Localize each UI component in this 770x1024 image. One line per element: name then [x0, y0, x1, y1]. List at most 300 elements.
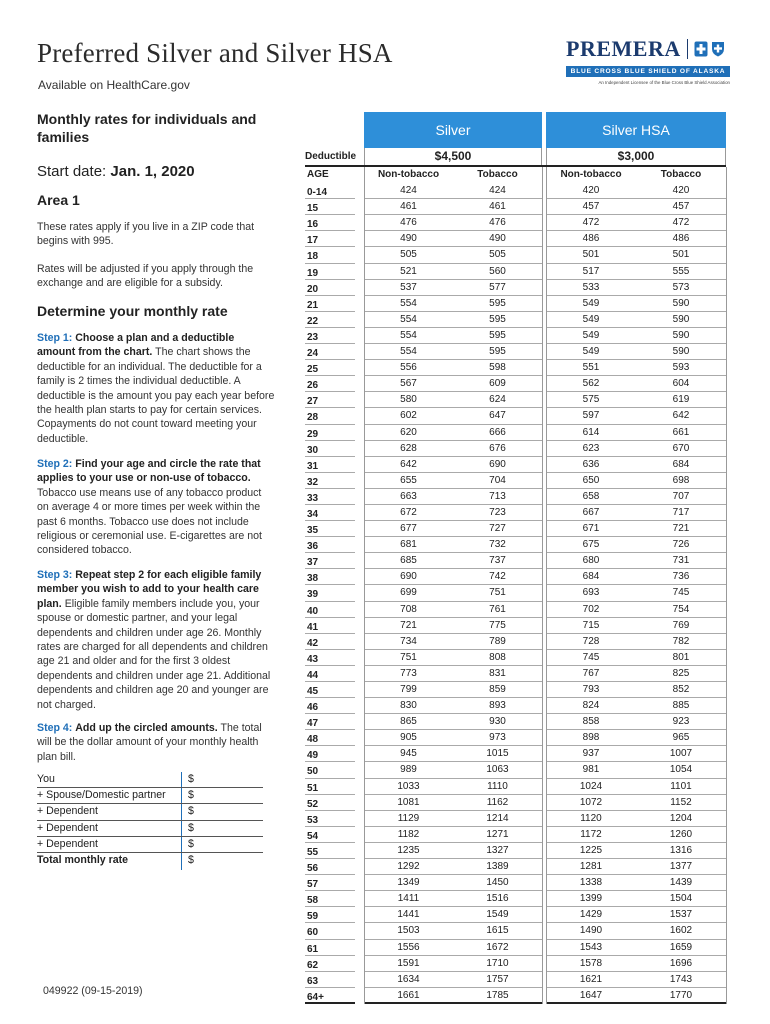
step-4-heading: Add up the circled amounts. [75, 722, 218, 734]
silver-tobacco-rate: 666 [489, 426, 506, 438]
silver-non-tobacco-rate: 830 [400, 700, 417, 712]
hsa-tobacco-rate: 593 [672, 362, 690, 374]
silver-non-tobacco-rate: 1235 [397, 844, 420, 856]
age-cell: 31 [307, 460, 319, 472]
hsa-tobacco-rate: 472 [672, 217, 690, 229]
table-row [305, 682, 726, 698]
hsa-non-tobacco-rate: 614 [582, 426, 600, 438]
silver-non-tobacco-rate: 708 [400, 603, 417, 615]
silver-tobacco-rate: 1110 [487, 780, 508, 792]
hsa-non-tobacco-rate: 767 [582, 667, 600, 679]
age-cell: 16 [307, 219, 319, 231]
hsa-tobacco-rate: 885 [672, 700, 690, 712]
age-cell: 57 [307, 879, 319, 891]
hsa-tobacco-rate: 782 [672, 635, 690, 647]
step-3-body: Eligible family members include you, your spouse or domestic partner, and your legal dependents and children under age 26. Monthly rates are charged for all dependents and children age 21 and older and for the first 3 oldest dependents and children under age 21. Additional dependents and children age 20 and younger are not charged. [37, 597, 271, 711]
table-row [305, 360, 726, 376]
table-row [305, 618, 726, 634]
age-cell: 24 [307, 348, 319, 360]
area-heading: Area 1 [37, 192, 80, 208]
worksheet-row-you[interactable]: You $ [37, 772, 263, 788]
hsa-non-tobacco-rate: 1225 [579, 844, 603, 856]
silver-tobacco-rate: 424 [489, 185, 506, 197]
hsa-non-tobacco-rate: 702 [582, 603, 600, 615]
table-row [305, 247, 726, 263]
deductible-row [305, 148, 726, 165]
hsa-non-tobacco-rate: 1543 [579, 941, 603, 953]
age-header: AGE [307, 169, 329, 180]
silver-non-tobacco-rate: 521 [400, 265, 417, 277]
hsa-non-tobacco-rate: 517 [582, 265, 600, 277]
table-row [305, 280, 726, 296]
hsa-tobacco-rate: 965 [672, 732, 690, 744]
table-row [305, 730, 726, 746]
silver-tobacco-rate: 505 [489, 249, 506, 261]
silver-tobacco-rate: 723 [489, 506, 506, 518]
table-row [305, 795, 726, 811]
hsa-non-tobacco-rate: 1490 [579, 925, 603, 937]
table-row [305, 425, 726, 441]
hsa-tobacco-rate: 1504 [669, 893, 693, 905]
silver-tobacco-rate: 859 [489, 684, 506, 695]
silver-non-tobacco-rate: 554 [400, 329, 417, 341]
hsa-tobacco-rate: 661 [672, 426, 690, 438]
hsa-tobacco-rate: 619 [672, 394, 690, 406]
blue-shield-icon [711, 41, 725, 57]
table-row [305, 521, 726, 537]
hsa-tobacco-rate: 745 [672, 587, 690, 599]
silver-non-tobacco-rate: 690 [400, 571, 417, 583]
hsa-non-tobacco-rate: 824 [582, 700, 600, 712]
silver-tobacco-rate: 1214 [486, 812, 509, 824]
premera-logo [566, 36, 730, 85]
deductible-silver: $4,500 [364, 148, 542, 165]
table-row [305, 762, 726, 778]
start-date [37, 163, 275, 180]
plan-header-silver: Silver [364, 112, 542, 148]
silver-non-tobacco-rate: 1411 [397, 893, 420, 905]
silver-tobacco-rate: 1757 [486, 973, 509, 985]
age-cell: 33 [307, 492, 319, 504]
table-row [305, 875, 726, 891]
worksheet-row-dependent-1[interactable]: + Dependent $ [37, 804, 263, 820]
age-cell: 53 [307, 814, 319, 826]
hsa-non-tobacco-rate: 937 [582, 748, 600, 760]
silver-tobacco-rate: 789 [489, 635, 506, 647]
deductible-label: Deductible [305, 151, 357, 162]
start-date-label: Start date: [37, 163, 107, 180]
age-cell: 61 [307, 943, 319, 955]
silver-tobacco-rate: 560 [489, 265, 506, 277]
hsa-non-tobacco-rate: 472 [582, 217, 600, 229]
hsa-non-tobacco-rate: 858 [582, 716, 600, 728]
step-3-heading: Repeat step 2 for each eligible family member you wish to add to your health care plan. [37, 569, 262, 610]
age-cell: 29 [307, 428, 319, 440]
hsa-tobacco-rate: 1377 [669, 861, 693, 873]
silver-tobacco-rate: 1015 [486, 748, 509, 760]
silver-non-tobacco-rate: 490 [400, 233, 417, 245]
hsa-tobacco-rate: 1537 [669, 909, 693, 921]
silver-non-tobacco-rate: 1634 [397, 973, 420, 985]
hsa-non-tobacco-rate: 1399 [579, 893, 603, 905]
hsa-tobacco-rate: 670 [672, 442, 690, 454]
hsa-tobacco-rate: 698 [672, 474, 690, 486]
blue-cross-icon [694, 41, 708, 57]
hsa-tobacco-rate: 1696 [669, 957, 693, 969]
hsa-tobacco-rate: 731 [672, 555, 690, 567]
table-row [305, 714, 726, 730]
silver-tobacco-rate: 1672 [486, 941, 509, 953]
table-row [305, 811, 726, 827]
silver-tobacco-rate: 1063 [486, 764, 509, 776]
silver-tobacco-rate: 831 [489, 667, 506, 679]
hsa-non-tobacco-rate: 1072 [579, 796, 603, 808]
hsa-tobacco-rate: 1152 [670, 796, 692, 808]
silver-tobacco-rate: 595 [489, 329, 506, 341]
hsa-tobacco-rate: 721 [672, 523, 690, 535]
age-cell: 38 [307, 573, 319, 585]
hsa-non-tobacco-rate: 650 [582, 474, 600, 486]
col-header-silver-non-tobacco: Non-tobacco [377, 169, 440, 180]
age-cell: 63 [307, 975, 319, 987]
table-row [305, 666, 726, 682]
silver-tobacco-rate: 1615 [486, 925, 509, 937]
table-row [305, 553, 726, 569]
silver-non-tobacco-rate: 505 [400, 249, 417, 261]
hsa-tobacco-rate: 1602 [669, 925, 693, 937]
logo-divider [687, 39, 688, 59]
hsa-tobacco-rate: 1204 [669, 812, 693, 824]
silver-non-tobacco-rate: 865 [400, 716, 417, 728]
silver-tobacco-rate: 1710 [486, 957, 509, 969]
hsa-tobacco-rate: 457 [672, 201, 690, 213]
silver-tobacco-rate: 727 [489, 523, 506, 535]
table-row [305, 199, 726, 215]
hsa-tobacco-rate: 1260 [669, 828, 693, 840]
age-cell: 52 [307, 798, 319, 810]
hsa-tobacco-rate: 501 [672, 249, 690, 261]
age-cell: 43 [307, 653, 319, 665]
col-header-silver-tobacco: Tobacco [477, 169, 518, 180]
silver-non-tobacco-rate: 677 [400, 523, 417, 535]
table-row [305, 231, 726, 247]
hsa-non-tobacco-rate: 549 [582, 313, 600, 325]
silver-non-tobacco-rate: 1556 [397, 941, 420, 953]
silver-tobacco-rate: 737 [489, 555, 506, 567]
silver-non-tobacco-rate: 989 [400, 764, 417, 776]
table-row [305, 457, 726, 473]
table-row [305, 940, 726, 956]
worksheet-row-dependent-2[interactable]: + Dependent $ [37, 821, 263, 837]
silver-non-tobacco-rate: 628 [400, 442, 417, 454]
hsa-tobacco-rate: 754 [672, 603, 690, 615]
table-row [305, 505, 726, 521]
hsa-tobacco-rate: 486 [672, 233, 690, 245]
table-row [305, 296, 726, 312]
hsa-non-tobacco-rate: 1172 [580, 828, 602, 840]
table-row [305, 746, 726, 762]
silver-non-tobacco-rate: 773 [400, 667, 417, 679]
age-cell: 0-14 [307, 187, 328, 199]
hsa-tobacco-rate: 769 [672, 619, 690, 631]
table-row [305, 988, 726, 1004]
silver-non-tobacco-rate: 1033 [397, 780, 420, 792]
hsa-non-tobacco-rate: 671 [582, 523, 600, 535]
silver-tobacco-rate: 742 [489, 571, 506, 583]
hsa-non-tobacco-rate: 693 [582, 587, 600, 599]
silver-tobacco-rate: 577 [489, 281, 506, 293]
silver-tobacco-rate: 1389 [486, 861, 509, 873]
age-cell: 58 [307, 895, 319, 907]
table-row [305, 779, 726, 795]
hsa-tobacco-rate: 1439 [669, 877, 693, 889]
determine-heading: Determine your monthly rate [37, 303, 228, 319]
hsa-non-tobacco-rate: 501 [582, 249, 600, 261]
age-cell: 30 [307, 444, 319, 456]
worksheet-row-total[interactable]: Total monthly rate $ [37, 853, 194, 866]
hsa-non-tobacco-rate: 981 [582, 764, 600, 776]
table-row [305, 489, 726, 505]
age-cell: 27 [307, 396, 319, 408]
table-row [305, 859, 726, 875]
hsa-non-tobacco-rate: 549 [582, 329, 600, 341]
step-1-body: The chart shows the deductible for an individual. The deductible for a family is 2 times the individual deductible. A deductible is the amount you pay each year before the health plan starts to pay for certain services. Copayments do not count toward meeting your deductible. [37, 346, 275, 445]
col-header-hsa-non-tobacco: Non-tobacco [560, 169, 622, 180]
hsa-tobacco-rate: 684 [672, 458, 690, 470]
rates-heading: Monthly rates for individuals and families [37, 111, 257, 145]
logo-band: BLUE CROSS BLUE SHIELD OF ALASKA [566, 66, 730, 77]
hsa-non-tobacco-rate: 898 [582, 732, 600, 744]
silver-tobacco-rate: 1162 [486, 796, 509, 808]
silver-tobacco-rate: 704 [489, 474, 506, 486]
age-cell: 55 [307, 846, 319, 858]
worksheet-row-dependent-3[interactable]: + Dependent $ [37, 837, 263, 853]
col-header-hsa-tobacco: Tobacco [660, 169, 702, 180]
table-row [305, 569, 726, 585]
silver-non-tobacco-rate: 672 [400, 506, 417, 518]
silver-tobacco-rate: 713 [489, 490, 506, 502]
column-separator [542, 167, 543, 1004]
logo-wordmark: PREMERA [566, 36, 681, 61]
age-cell: 51 [307, 782, 319, 794]
table-row [305, 215, 726, 231]
column-separator [364, 167, 365, 1004]
zip-note: These rates apply if you live in a ZIP code that begins with 995. [37, 221, 255, 248]
step-4-body: The total will be the dollar amount of your monthly health plan bill. [37, 722, 262, 763]
silver-tobacco-rate: 1516 [486, 893, 509, 905]
hsa-tobacco-rate: 1316 [669, 844, 693, 856]
age-cell: 23 [307, 331, 319, 343]
table-row [305, 843, 726, 859]
hsa-non-tobacco-rate: 562 [582, 378, 600, 390]
hsa-non-tobacco-rate: 1429 [579, 909, 603, 921]
table-row [305, 972, 726, 988]
silver-non-tobacco-rate: 461 [400, 201, 417, 213]
silver-non-tobacco-rate: 567 [400, 378, 417, 390]
age-cell: 45 [307, 686, 319, 697]
age-cell: 19 [307, 267, 319, 279]
column-separator [546, 167, 547, 1004]
hsa-tobacco-rate: 801 [672, 651, 690, 663]
step-2-body: Tobacco use means use of any tobacco product on average 4 or more times per week within the past 6 months. Tobacco use does not include religious or ceremonial use. E-cigarettes are not considered tobacco. [37, 486, 262, 557]
age-cell: 22 [307, 315, 319, 327]
age-cell: 39 [307, 589, 319, 601]
hsa-tobacco-rate: 1743 [669, 973, 693, 985]
table-row [305, 264, 726, 280]
hsa-non-tobacco-rate: 1338 [579, 877, 603, 889]
deductible-silver-hsa: $3,000 [546, 148, 726, 165]
hsa-tobacco-rate: 573 [672, 281, 690, 293]
step-2-heading: Find your age and circle the rate that applies to your use or non-use of tobacco. [37, 458, 261, 485]
hsa-non-tobacco-rate: 549 [582, 297, 600, 309]
silver-tobacco-rate: 930 [489, 716, 506, 728]
silver-tobacco-rate: 808 [489, 651, 506, 663]
age-cell: 56 [307, 863, 319, 875]
table-row [305, 634, 726, 650]
hsa-tobacco-rate: 1007 [669, 748, 693, 760]
silver-non-tobacco-rate: 681 [400, 539, 417, 551]
table-row [305, 827, 726, 843]
silver-non-tobacco-rate: 1292 [397, 861, 420, 873]
hsa-non-tobacco-rate: 1120 [580, 812, 602, 824]
silver-non-tobacco-rate: 685 [400, 555, 417, 567]
silver-tobacco-rate: 609 [489, 378, 506, 390]
silver-non-tobacco-rate: 424 [400, 185, 417, 197]
silver-non-tobacco-rate: 1661 [397, 989, 420, 1001]
age-cell: 25 [307, 364, 319, 376]
hsa-non-tobacco-rate: 680 [582, 555, 600, 567]
hsa-non-tobacco-rate: 636 [582, 458, 600, 470]
silver-tobacco-rate: 751 [489, 587, 506, 599]
hsa-tobacco-rate: 717 [672, 506, 690, 518]
age-cell: 42 [307, 637, 319, 649]
table-row [305, 650, 726, 666]
worksheet-row-spouse[interactable]: + Spouse/Domestic partner $ [37, 788, 263, 804]
silver-non-tobacco-rate: 1591 [397, 957, 420, 969]
age-cell: 35 [307, 525, 319, 537]
hsa-non-tobacco-rate: 597 [582, 410, 600, 422]
table-row [305, 698, 726, 714]
hsa-non-tobacco-rate: 745 [582, 651, 600, 663]
silver-tobacco-rate: 775 [489, 619, 506, 631]
hsa-tobacco-rate: 707 [672, 490, 690, 502]
age-cell: 32 [307, 476, 319, 488]
table-row [305, 956, 726, 972]
silver-tobacco-rate: 595 [489, 313, 506, 325]
hsa-tobacco-rate: 590 [672, 329, 690, 341]
silver-non-tobacco-rate: 642 [400, 458, 417, 470]
hsa-tobacco-rate: 420 [672, 185, 690, 197]
age-cell: 60 [307, 927, 319, 939]
silver-tobacco-rate: 1271 [486, 828, 509, 840]
logo-fine-print: An Independent Licensee of the Blue Cross Blue Shield Association [598, 80, 730, 85]
hsa-tobacco-rate: 736 [672, 571, 690, 583]
silver-non-tobacco-rate: 751 [400, 651, 417, 663]
rate-grid [305, 167, 726, 1004]
hsa-tobacco-rate: 1054 [669, 764, 693, 776]
silver-tobacco-rate: 732 [489, 539, 506, 551]
table-row [305, 183, 726, 199]
page-title: Preferred Silver and Silver HSA [37, 38, 393, 68]
table-row [305, 537, 726, 553]
hsa-tobacco-rate: 1659 [669, 941, 693, 953]
age-cell: 46 [307, 702, 319, 714]
table-row [305, 602, 726, 618]
hsa-non-tobacco-rate: 1578 [579, 957, 603, 969]
silver-non-tobacco-rate: 1129 [397, 812, 420, 824]
age-cell: 49 [307, 750, 319, 762]
hsa-non-tobacco-rate: 658 [582, 490, 600, 502]
age-cell: 44 [307, 669, 319, 681]
silver-non-tobacco-rate: 556 [400, 362, 417, 374]
hsa-non-tobacco-rate: 728 [582, 635, 600, 647]
silver-non-tobacco-rate: 1349 [397, 877, 420, 889]
age-cell: 20 [307, 283, 319, 295]
silver-tobacco-rate: 490 [489, 233, 506, 245]
silver-non-tobacco-rate: 1081 [397, 796, 420, 808]
hsa-non-tobacco-rate: 1281 [579, 861, 603, 873]
step-2 [37, 457, 275, 558]
step-1-label: Step 1: [37, 332, 73, 344]
form-code: 049922 (09-15-2019) [43, 985, 143, 997]
hsa-tobacco-rate: 1101 [670, 780, 692, 792]
hsa-tobacco-rate: 825 [672, 667, 690, 679]
silver-tobacco-rate: 461 [489, 201, 506, 213]
age-cell: 54 [307, 830, 319, 842]
table-row [305, 441, 726, 457]
age-cell: 62 [307, 959, 319, 971]
table-row [305, 312, 726, 328]
hsa-tobacco-rate: 555 [672, 265, 690, 277]
silver-non-tobacco-rate: 580 [400, 394, 417, 406]
age-cell: 40 [307, 605, 319, 617]
hsa-tobacco-rate: 590 [672, 346, 690, 358]
table-row [305, 923, 726, 939]
step-2-label: Step 2: [37, 458, 73, 470]
hsa-tobacco-rate: 923 [672, 716, 690, 728]
hsa-tobacco-rate: 604 [672, 378, 690, 390]
silver-tobacco-rate: 893 [489, 700, 506, 712]
availability-note: Available on HealthCare.gov [38, 78, 190, 92]
step-3 [37, 568, 275, 712]
hsa-non-tobacco-rate: 684 [582, 571, 600, 583]
silver-tobacco-rate: 973 [489, 732, 506, 744]
silver-non-tobacco-rate: 554 [400, 313, 417, 325]
subsidy-note: Rates will be adjusted if you apply through the exchange and are eligible for a subsidy. [37, 263, 254, 290]
silver-non-tobacco-rate: 799 [400, 684, 417, 695]
silver-tobacco-rate: 690 [489, 458, 506, 470]
table-row [305, 376, 726, 392]
silver-non-tobacco-rate: 554 [400, 346, 417, 358]
age-cell: 17 [307, 235, 319, 247]
age-cell: 37 [307, 557, 319, 569]
age-cell: 48 [307, 734, 319, 746]
hsa-non-tobacco-rate: 575 [582, 394, 600, 406]
step-4 [37, 721, 275, 764]
silver-non-tobacco-rate: 620 [400, 426, 417, 438]
table-row [305, 408, 726, 424]
hsa-non-tobacco-rate: 715 [582, 619, 600, 631]
age-cell: 36 [307, 541, 319, 553]
column-separator [726, 167, 727, 1004]
hsa-non-tobacco-rate: 1621 [579, 973, 603, 985]
row-rule [364, 1002, 542, 1004]
hsa-non-tobacco-rate: 486 [582, 233, 600, 245]
hsa-non-tobacco-rate: 549 [582, 346, 600, 358]
table-row [305, 473, 726, 489]
silver-non-tobacco-rate: 1182 [397, 828, 420, 840]
silver-tobacco-rate: 476 [489, 217, 506, 229]
